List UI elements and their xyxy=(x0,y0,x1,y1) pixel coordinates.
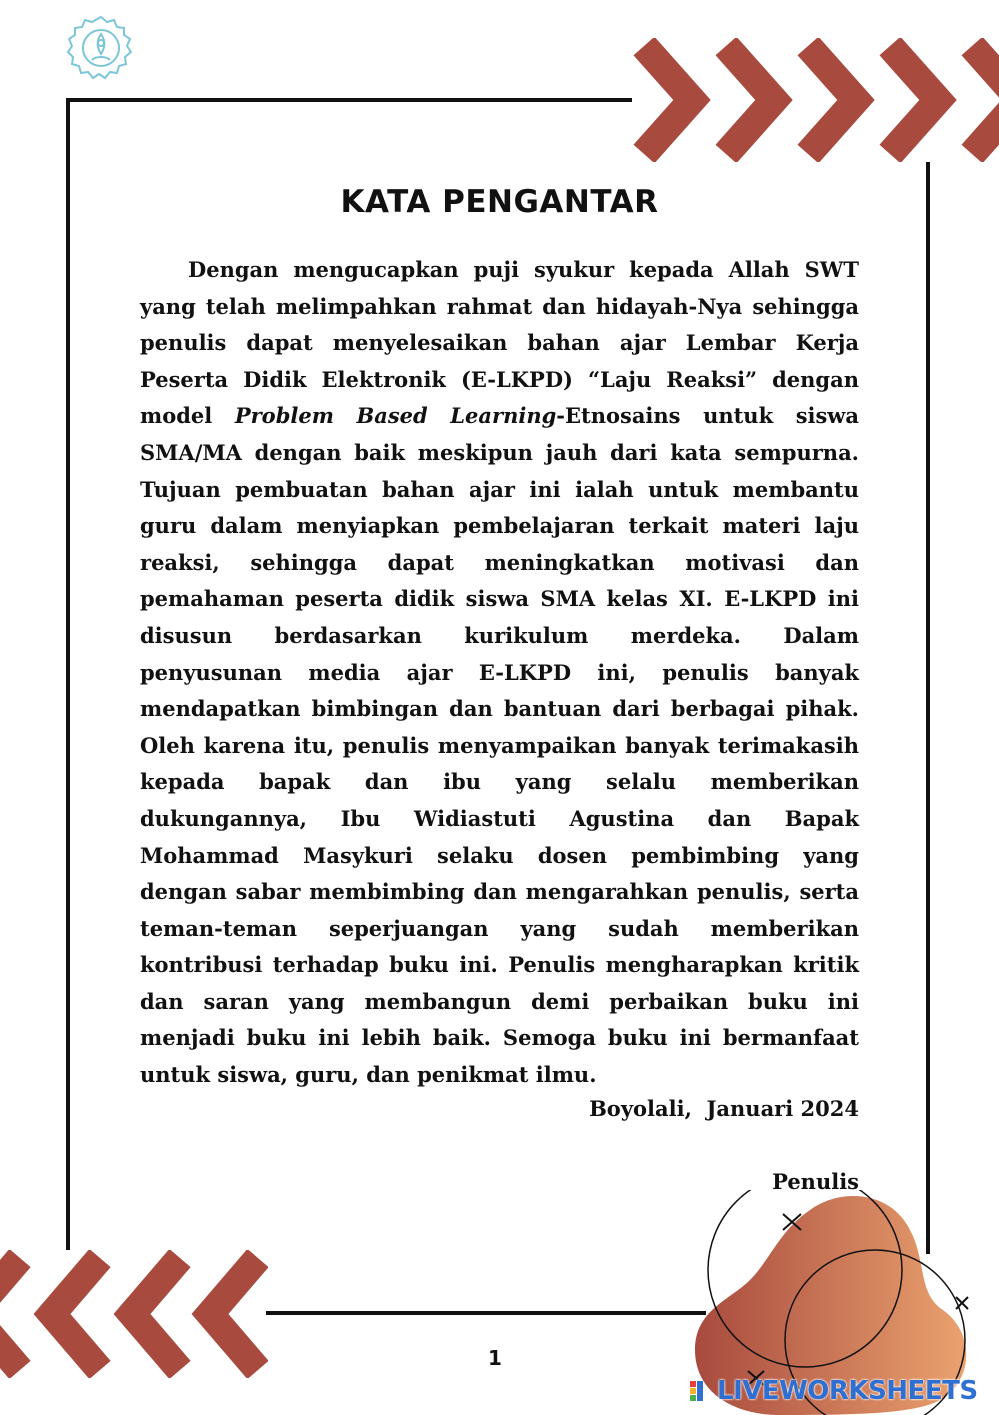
paragraph-text-2: -Etnosains untuk siswa SMA/MA dengan baik meskipun jauh dari kata sempurna. Tujuan pembuatan bahan ajar ini ialah untuk membantu guru dalam menyiapkan pembelajaran terkait materi laju reaksi, sehingga dapat meningkatkan motivasi dan pemahaman peserta didik siswa SMA kelas XI. E-LKPD ini disusun berdasarkan kurikulum merdeka. Dalam penyusunan media ajar E-LKPD ini, penulis banyak mendapatkan bimbingan dan bantuan dari berbagai pihak. Oleh karena itu, penulis menyampaikan banyak terimakasih kepada bapak dan ibu yang selalu memberikan dukungannya, Ibu Widiastuti Agustina dan Bapak Mohammad Masykuri selaku dosen pembimbing yang dengan sabar membimbing dan mengarahkan penulis, serta teman-teman seperjuangan yang sudah memberikan kontribusi terhadap buku ini. Penulis mengharapkan kritik dan saran yang membangun demi perbaikan buku ini menjadi buku ini lebih baik. Semoga buku ini bermanfaat untuk siswa, guru, dan penikmat ilmu. xyxy=(140,403,859,1088)
watermark-text: LIVEWORKSHEETS xyxy=(717,1376,978,1406)
frame-line-top xyxy=(66,98,632,102)
body-paragraph xyxy=(140,252,859,1094)
university-logo-icon xyxy=(66,14,136,84)
signature: Penulis xyxy=(772,1169,859,1194)
watermark xyxy=(689,1374,978,1408)
liveworksheets-logo-icon xyxy=(689,1379,713,1403)
page-number: 1 xyxy=(488,1346,502,1370)
frame-line-right xyxy=(926,162,930,1254)
frame-line-left xyxy=(66,98,70,1250)
paragraph-italic-term: Problem Based Learning xyxy=(234,403,557,429)
chevron-pattern-top xyxy=(630,38,999,162)
frame-line-bottom xyxy=(266,1311,706,1315)
paragraph-text-1: Dengan mengucapkan puji syukur kepada Allah SWT yang telah melimpahkan rahmat dan hidayah-Nya sehingga penulis dapat menyelesaikan bahan ajar Lembar Kerja Peserta Didik Elektronik (E-LKPD) “Laju Reaksi” dengan model xyxy=(140,257,859,429)
place-date: Boyolali, Januari 2024 xyxy=(589,1096,859,1121)
page-title: KATA PENGANTAR xyxy=(340,184,659,220)
